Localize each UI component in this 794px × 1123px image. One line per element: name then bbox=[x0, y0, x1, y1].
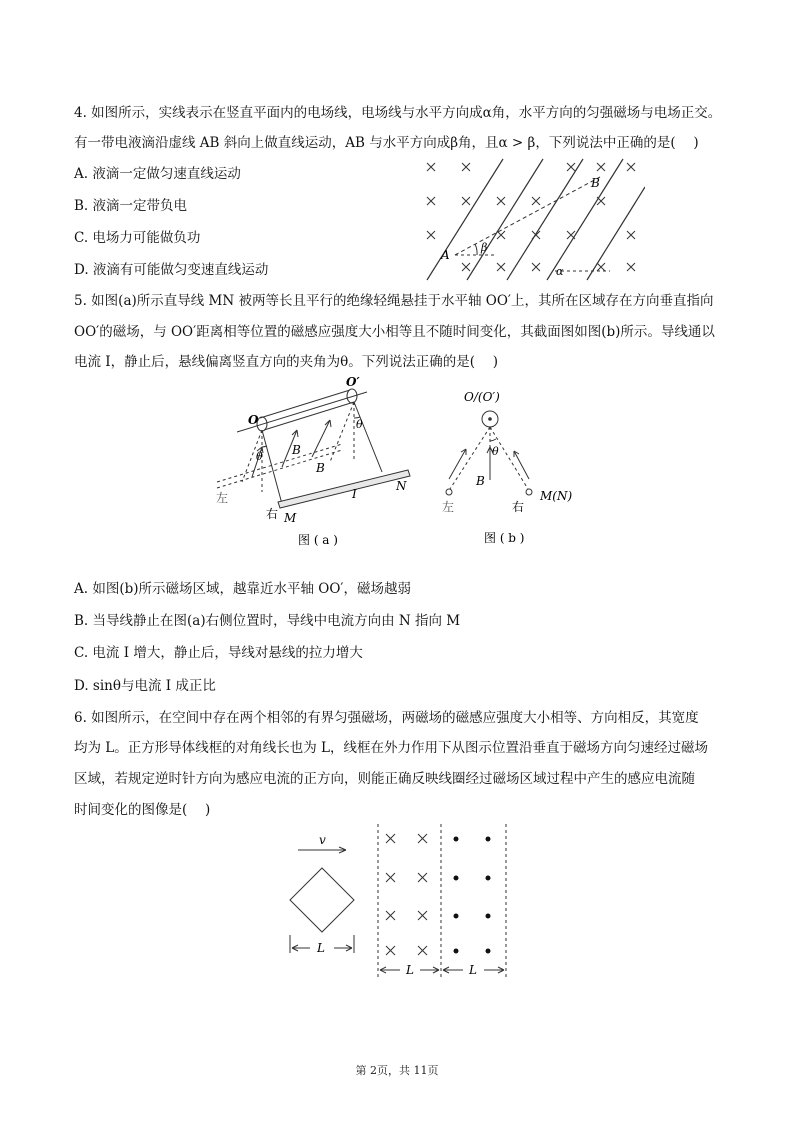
label-alpha: α bbox=[556, 265, 564, 278]
label-right-b: 右 bbox=[512, 500, 525, 514]
q6-figure bbox=[280, 820, 520, 985]
label-theta-left: θ bbox=[256, 450, 263, 463]
q6-stem-line3: 区域，若规定逆时针方向为感应电流的正方向，则能正确反映线圈经过磁场区域过程中产生的感应电流随 bbox=[74, 771, 695, 787]
label-left: 左 bbox=[216, 491, 229, 505]
label-n: N bbox=[396, 479, 407, 493]
q6-stem-line4: 时间变化的图像是( ) bbox=[74, 802, 211, 818]
label-l-region2: L bbox=[469, 963, 477, 977]
electric-field-lines bbox=[427, 159, 645, 280]
q5-stem-line2: OO′的磁场，与 OO′距离相等位置的磁感应强度大小相等且不随时间变化，其截面图如图(b)所示。导线通以 bbox=[74, 324, 715, 340]
label-beta: β bbox=[481, 241, 488, 254]
q5-option-c: C. 电流 I 增大，静止后，导线对悬线的拉力增大 bbox=[74, 645, 363, 661]
q5-figure-a bbox=[212, 372, 422, 552]
q6-stem-line1: 6. 如图所示，在空间中存在两个相邻的有界匀强磁场，两磁场的磁感应强度大小相等、方向相反，其宽度 bbox=[74, 710, 699, 726]
label-b-1: B bbox=[292, 443, 301, 457]
q4-stem-line2: 有一带电液滴沿虚线 AB 斜向上做直线运动，AB 与水平方向成β角，且α > β，下列说法中正确的是( ) bbox=[74, 135, 699, 151]
q6-stem-line2: 均为 L。正方形导体线框的对角线长也为 L，线框在外力作用下从图示位置沿垂直于磁场方向匀速经过磁场 bbox=[74, 740, 709, 756]
label-i: I bbox=[352, 487, 357, 501]
q5-stem-line3: 电流 I，静止后，悬线偏离竖直方向的夹角为θ。下列说法正确的是( ) bbox=[74, 354, 499, 370]
q4-option-c: C. 电场力可能做负功 bbox=[74, 230, 201, 246]
q4-option-a: A. 液滴一定做匀速直线运动 bbox=[74, 166, 241, 182]
label-v: v bbox=[319, 833, 326, 847]
label-o: O bbox=[248, 413, 259, 427]
label-o-prime: O′ bbox=[346, 375, 360, 389]
label-left-b: 左 bbox=[442, 500, 455, 514]
label-oo: O/(O′) bbox=[464, 390, 500, 404]
label-l-frame: L bbox=[317, 941, 325, 955]
magnetic-field-dots bbox=[454, 837, 491, 954]
caption-b: 图 ( b ) bbox=[484, 531, 525, 545]
q5-option-a: A. 如图(b)所示磁场区域，越靠近水平轴 OO′，磁场越弱 bbox=[74, 581, 411, 597]
page-footer: 第 2页，共 11页 bbox=[355, 1064, 439, 1077]
q5-stem-line1: 5. 如图(a)所示直导线 MN 被两等长且平行的绝缘轻绳悬挂于水平轴 OO′上，其所在区域存在方向垂直指向 bbox=[74, 293, 714, 309]
label-l-region1: L bbox=[406, 963, 414, 977]
q4-figure bbox=[415, 155, 645, 283]
label-m: M bbox=[284, 511, 297, 525]
label-b: B bbox=[591, 176, 600, 190]
label-theta-right: θ bbox=[356, 418, 363, 431]
q5-option-b: B. 当导线静止在图(a)右侧位置时，导线中电流方向由 N 指向 M bbox=[74, 613, 461, 629]
label-theta-b: θ bbox=[492, 445, 499, 458]
q4-option-d: D. 液滴有可能做匀变速直线运动 bbox=[74, 262, 269, 278]
label-b-2: B bbox=[316, 461, 325, 475]
q5-option-d: D. sinθ与电流 I 成正比 bbox=[74, 678, 216, 694]
q4-stem-line1: 4. 如图所示，实线表示在竖直平面内的电场线，电场线与水平方向成α角，水平方向的匀强磁场与电场正交。 bbox=[74, 105, 722, 121]
label-a: A bbox=[441, 248, 450, 262]
path-ab bbox=[455, 177, 600, 255]
q4-option-b: B. 液滴一定带负电 bbox=[74, 198, 188, 214]
q5-figure-b bbox=[432, 385, 572, 550]
label-right: 右 bbox=[266, 507, 279, 521]
caption-a: 图 ( a ) bbox=[298, 533, 338, 547]
label-mn: M(N) bbox=[540, 489, 572, 503]
label-b-b: B bbox=[476, 474, 485, 488]
